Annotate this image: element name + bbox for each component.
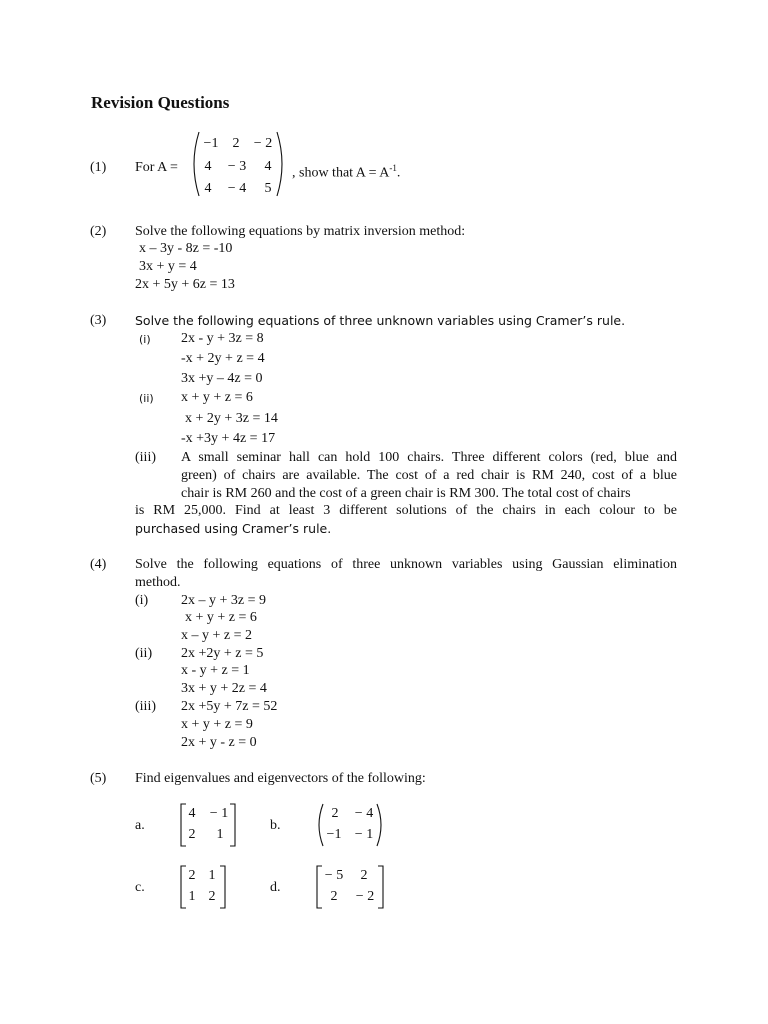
q3-iii-line: purchased using Cramer’s rule.: [135, 521, 332, 536]
matrix-cell: 2: [188, 827, 196, 842]
q1-end: .: [396, 165, 401, 181]
q4-equation: x - y + z = 1: [181, 663, 250, 678]
matrix-cell: −1: [326, 827, 342, 842]
q4-i-label: (i): [135, 593, 149, 608]
q5-c-matrix: [180, 865, 226, 909]
q3-text: Solve the following equations of three unknown variables using Cramer’s rule.: [135, 313, 626, 328]
q3-iii-line: green) of chairs are available. The cost of a red chair is RM 240, cost of a blue: [181, 468, 677, 483]
q3-number: (3): [90, 313, 107, 328]
matrix-cell: 1: [188, 889, 196, 904]
q5-c-label: c.: [135, 880, 145, 895]
q1-prefix: For A =: [135, 160, 178, 175]
q3-iii-line: is RM 25,000. Find at least 3 different solutions of the chairs in each colour to be: [135, 503, 677, 518]
q4-equation: 2x +5y + 7z = 52: [181, 699, 278, 714]
matrix-cell: −1: [203, 136, 219, 151]
matrix-cell: 1: [216, 827, 224, 842]
q3-equation: x + y + z = 6: [181, 390, 253, 405]
q4-equation: x – y + z = 2: [181, 628, 253, 643]
matrix-cell: − 4: [354, 806, 374, 821]
q3-equation: x + 2y + 3z = 14: [185, 411, 278, 426]
matrix-cell: 4: [204, 159, 212, 174]
matrix-cell: − 2: [253, 136, 273, 151]
q3-equation: -x +3y + 4z = 17: [181, 431, 276, 446]
q3-equation: 3x +y – 4z = 0: [181, 371, 263, 386]
q5-b-label: b.: [270, 818, 281, 833]
q5-d-matrix: [316, 865, 384, 909]
q4-equation: 2x – y + 3z = 9: [181, 593, 267, 608]
matrix-cell: − 2: [355, 889, 375, 904]
q2-equation: 3x + y = 4: [139, 259, 197, 274]
q4-equation: 2x + y - z = 0: [181, 735, 257, 750]
matrix-cell: − 5: [324, 868, 344, 883]
q4-equation: 3x + y + 2z = 4: [181, 681, 267, 696]
matrix-cell: 2: [188, 868, 196, 883]
matrix-cell: − 1: [209, 806, 229, 821]
q4-number: (4): [90, 557, 107, 572]
q5-text: Find eigenvalues and eigenvectors of the following:: [135, 771, 426, 786]
matrix-cell: 5: [264, 181, 272, 196]
q4-equation: 2x +2y + z = 5: [181, 646, 264, 661]
q4-equation: x + y + z = 9: [181, 717, 253, 732]
q3-iii-line: A small seminar hall can hold 100 chairs. Three different colors (red, blue and: [181, 450, 677, 465]
matrix-cell: − 1: [354, 827, 374, 842]
q2-equation: x – 3y - 8z = -10: [139, 241, 233, 256]
q4-text: Solve the following equations of three unknown variables using Gaussian elimination: [135, 557, 677, 572]
q5-b-matrix: [316, 803, 384, 847]
matrix-cell: 2: [208, 889, 216, 904]
q1-suffix: [292, 160, 400, 182]
q3-ii-label: (ii): [139, 392, 154, 405]
q5-number: (5): [90, 771, 107, 786]
q4-iii-label: (iii): [135, 699, 156, 714]
matrix-cell: 4: [188, 806, 196, 821]
q2-number: (2): [90, 224, 107, 239]
q3-i-label: (i): [139, 333, 151, 346]
q2-text: Solve the following equations by matrix inversion method:: [135, 224, 466, 239]
q5-d-label: d.: [270, 880, 281, 895]
matrix-cell: 2: [232, 136, 240, 151]
q4-text: method.: [135, 575, 181, 590]
q1-matrix: [190, 130, 286, 198]
q1-suffix-text: , show that A = A: [292, 165, 390, 181]
matrix-cell: 1: [208, 868, 216, 883]
q3-iii-line: chair is RM 260 and the cost of a green chair is RM 300. The total cost of chairs: [181, 486, 631, 501]
matrix-cell: 2: [331, 806, 339, 821]
q3-iii-label: (iii): [135, 450, 156, 465]
matrix-cell: − 4: [227, 181, 247, 196]
q5-a-matrix: [180, 803, 236, 847]
q1-superscript: -1: [389, 163, 397, 173]
matrix-cell: 2: [360, 868, 368, 883]
matrix-cell: 4: [264, 159, 272, 174]
q5-a-label: a.: [135, 818, 145, 833]
q4-ii-label: (ii): [135, 646, 153, 661]
matrix-cell: 2: [330, 889, 338, 904]
q1-number: (1): [90, 160, 107, 175]
q3-equation: 2x - y + 3z = 8: [181, 331, 264, 346]
page-title: Revision Questions: [91, 93, 230, 112]
q2-equation: 2x + 5y + 6z = 13: [135, 277, 235, 292]
q3-equation: -x + 2y + z = 4: [181, 351, 265, 366]
matrix-cell: − 3: [227, 159, 247, 174]
matrix-cell: 4: [204, 181, 212, 196]
q4-equation: x + y + z = 6: [185, 610, 257, 625]
